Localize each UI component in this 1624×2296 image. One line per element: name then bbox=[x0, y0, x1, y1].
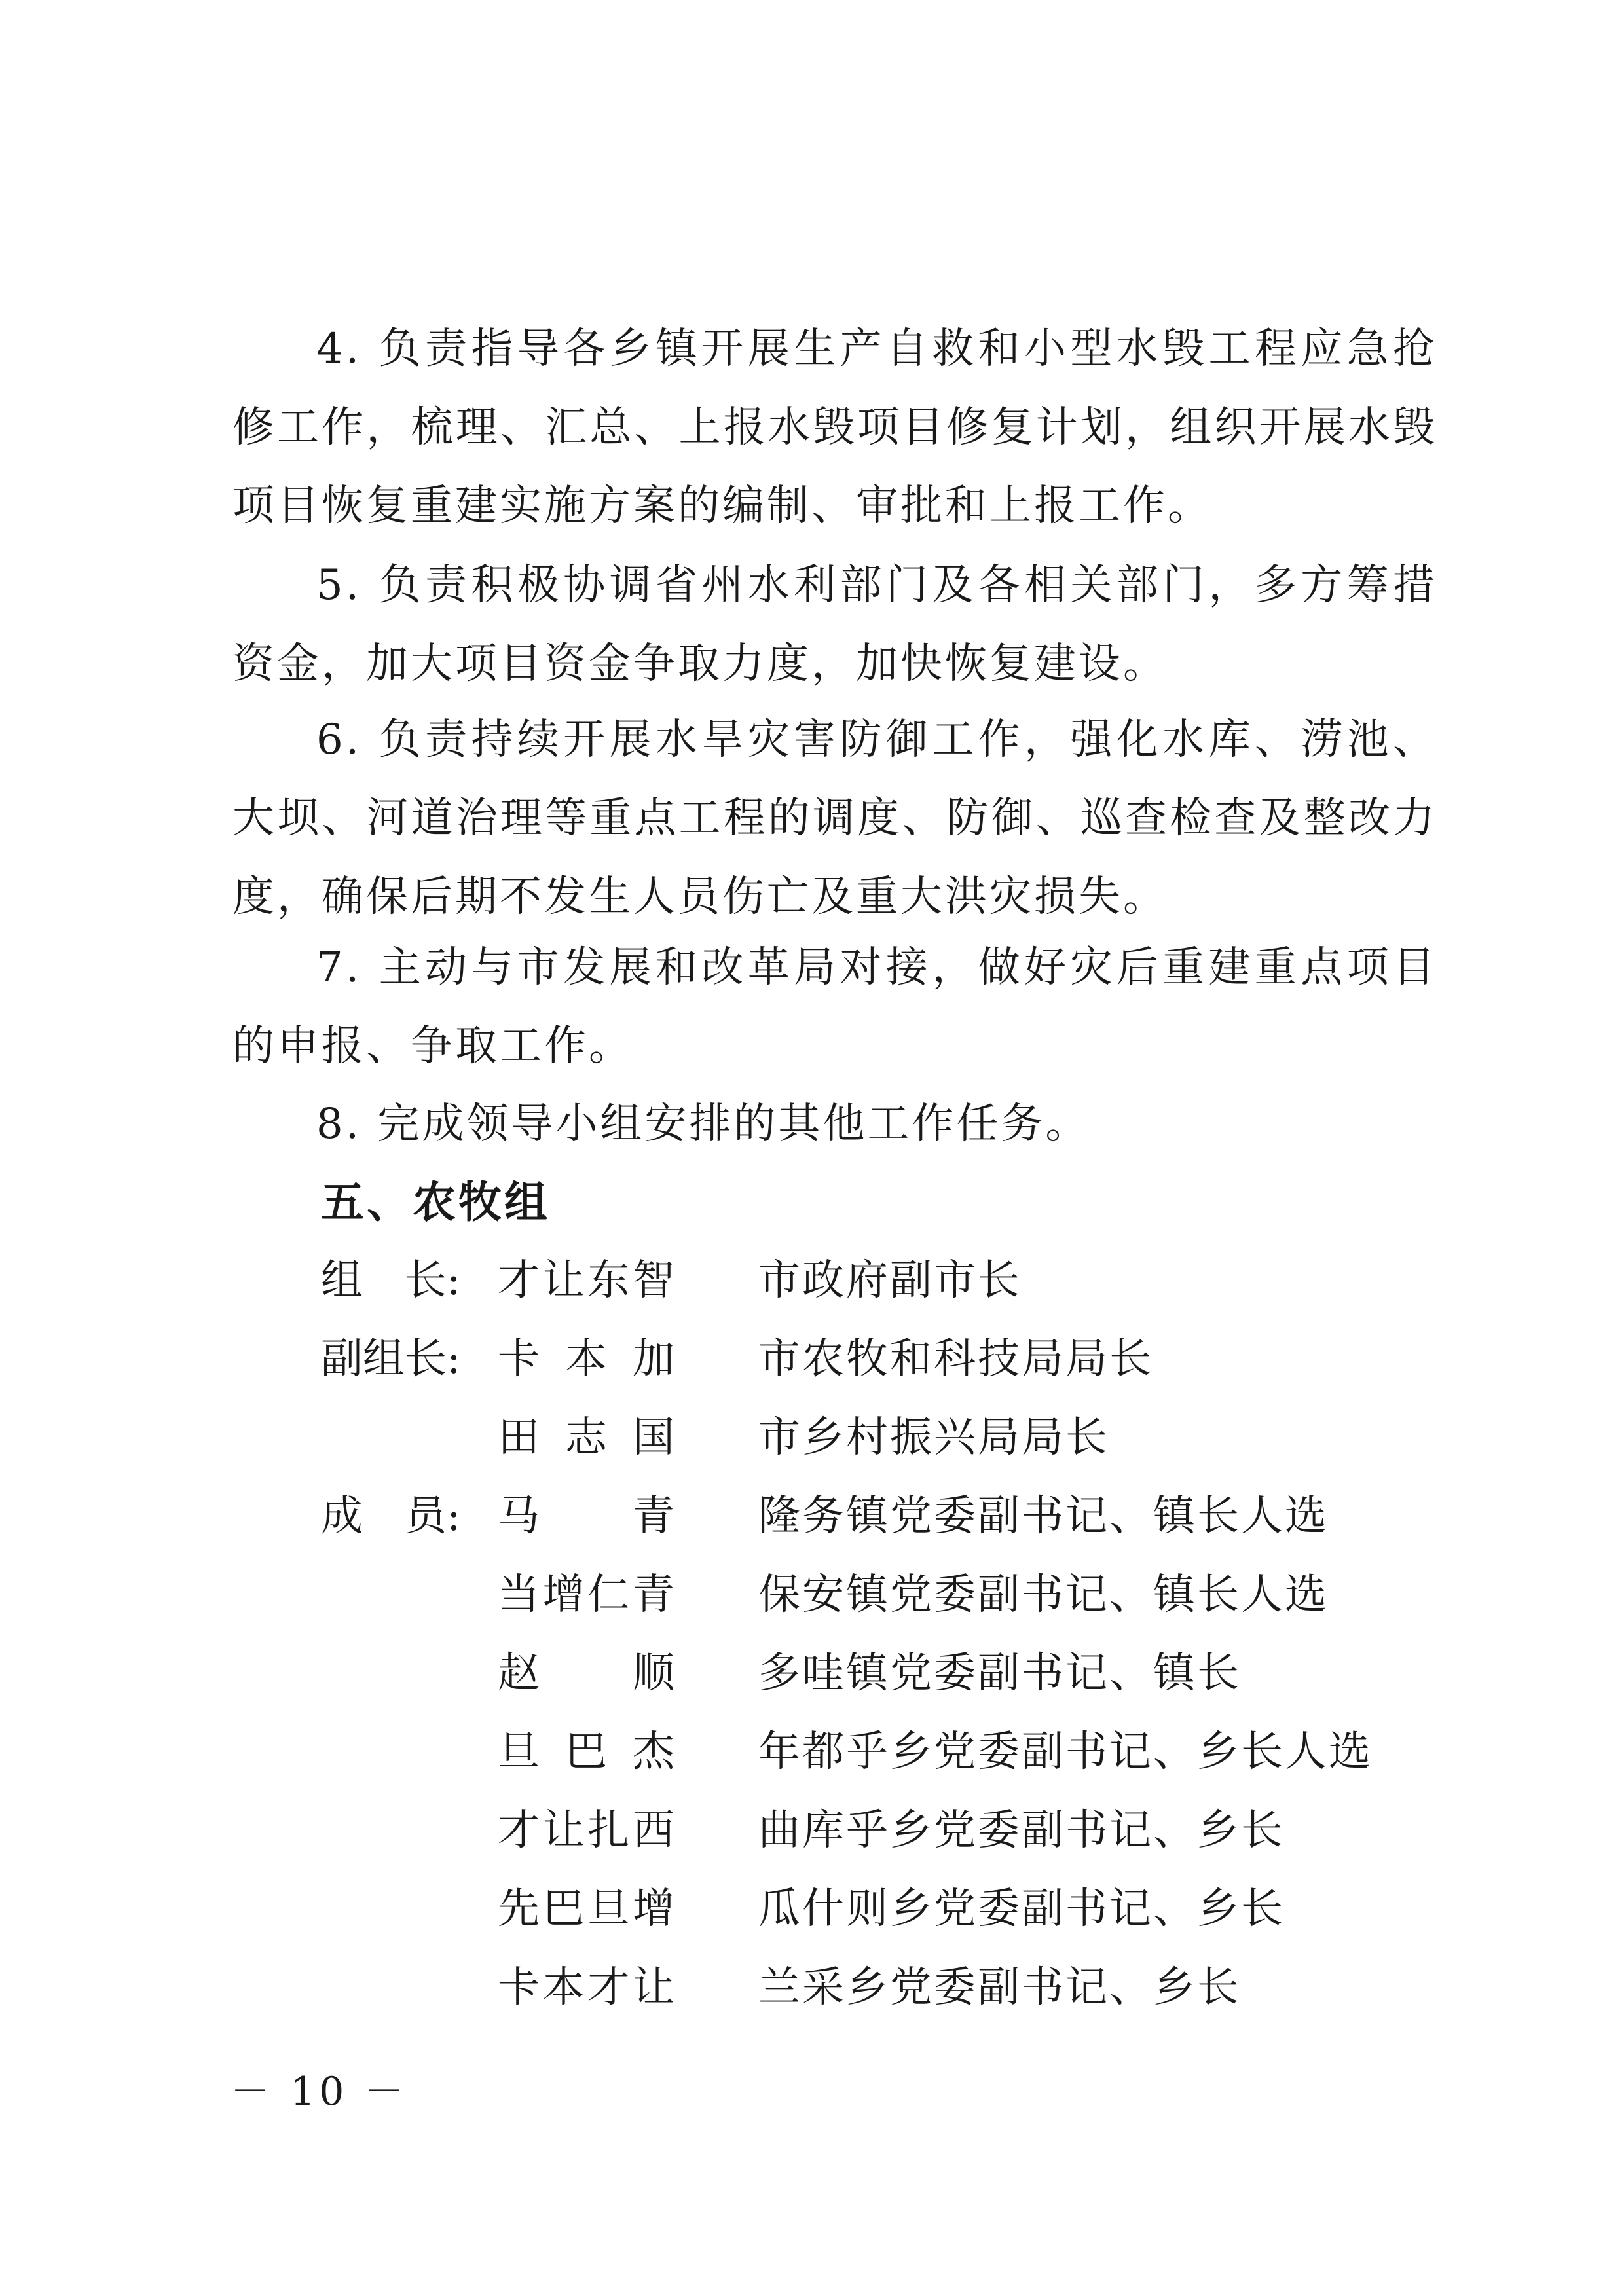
member-name: 旦巴杰 bbox=[498, 1728, 700, 1776]
member-row bbox=[0, 1791, 1624, 1870]
member-title: 市乡村振兴局局长 bbox=[758, 1413, 1109, 1462]
paragraph-item-5: 5. 负责积极协调省州水利部门及各相关部门，多方筹措资金，加大项目资金争取力度，加快恢复建设。 bbox=[232, 561, 1437, 688]
member-name: 才让扎西 bbox=[498, 1806, 674, 1855]
member-title: 年都乎乡党委副书记、乡长人选 bbox=[758, 1728, 1373, 1776]
member-row bbox=[0, 1556, 1624, 1634]
paragraph-item-6: 6. 负责持续开展水旱灾害防御工作，强化水库、涝池、大坝、河道治理等重点工程的调度、防御、巡查检查及整改力度，确保后期不发生人员伤亡及重大洪灾损失。 bbox=[232, 716, 1437, 921]
section-heading: 五、农牧组 bbox=[321, 1176, 550, 1228]
paragraph-item-4: 4. 负责指导各乡镇开展生产自救和小型水毁工程应急抢修工作，梳理、汇总、上报水毁项目修复计划，组织开展水毁项目恢复重建实施方案的编制、审批和上报工作。 bbox=[232, 325, 1437, 530]
paragraph-item-7: 7. 主动与市发展和改革局对接，做好灾后重建重点项目的申报、争取工作。 bbox=[232, 943, 1437, 1070]
member-row bbox=[0, 1634, 1624, 1713]
member-title: 保安镇党委副书记、镇长人选 bbox=[758, 1571, 1329, 1619]
member-title: 市政府副市长 bbox=[758, 1256, 1022, 1305]
member-name: 马青 bbox=[498, 1492, 767, 1540]
member-row bbox=[0, 1870, 1624, 1948]
member-name: 卡本才让 bbox=[498, 1963, 674, 2012]
member-row bbox=[0, 1948, 1624, 2027]
member-title: 市农牧和科技局局长 bbox=[758, 1335, 1153, 1383]
page-number: － 10 － bbox=[231, 2069, 408, 2115]
paragraph-item-8: 8. 完成领导小组安排的其他工作任务。 bbox=[316, 1100, 1090, 1148]
member-role: 副组长: bbox=[321, 1335, 461, 1383]
member-title: 曲库乎乡党委副书记、乡长 bbox=[758, 1806, 1285, 1855]
member-row bbox=[0, 1241, 1624, 1320]
member-title: 多哇镇党委副书记、镇长 bbox=[758, 1649, 1241, 1698]
member-name: 才让东智 bbox=[498, 1256, 674, 1305]
member-role: 组 长: bbox=[321, 1256, 461, 1305]
member-title: 瓜什则乡党委副书记、乡长 bbox=[758, 1885, 1285, 1933]
member-name: 卡本加 bbox=[498, 1335, 700, 1383]
member-name: 当增仁青 bbox=[498, 1571, 674, 1619]
member-title: 隆务镇党委副书记、镇长人选 bbox=[758, 1492, 1329, 1540]
member-row bbox=[0, 1398, 1624, 1477]
member-title: 兰采乡党委副书记、乡长 bbox=[758, 1963, 1241, 2012]
member-row bbox=[0, 1713, 1624, 1791]
member-name: 田志国 bbox=[498, 1413, 700, 1462]
member-row bbox=[0, 1320, 1624, 1398]
member-name: 先巴旦增 bbox=[498, 1885, 674, 1933]
member-name: 赵顺 bbox=[498, 1649, 767, 1698]
member-row bbox=[0, 1477, 1624, 1556]
member-role: 成 员: bbox=[321, 1492, 461, 1540]
